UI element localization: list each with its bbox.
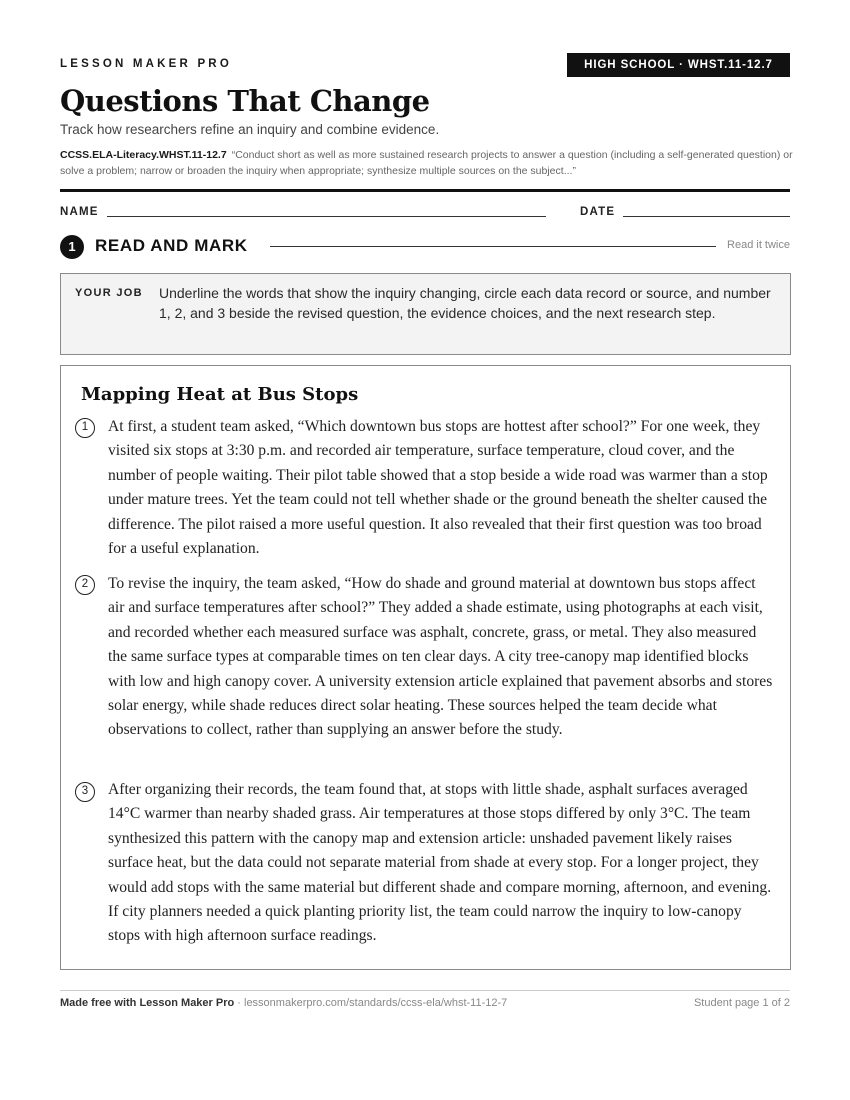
section-divider xyxy=(270,246,716,247)
paragraph-number: 2 xyxy=(75,575,95,595)
name-field[interactable] xyxy=(107,216,546,217)
paragraph: After organizing their records, the team found that, at stops with little shade, asphalt surfaces averaged 14°C warmer than nearby shaded grass. Air temperatures at those stops differed by only 3°C. The team synthesized this pattern with the canopy map and extension article: unshaded pavement likely raises surface heat, but the data could not separate material from shade at every stop. For a longer project, they would add stops with the same material but different shade and compare morning, afternoon, and evening. If city planners needed a quick planting priority list, the team could narrow the inquiry to low-canopy stops with high afternoon surface readings. xyxy=(108,781,772,945)
name-label: NAME xyxy=(60,206,99,218)
section-number-badge: 1 xyxy=(60,235,84,259)
job-text: Underline the words that show the inquiry changing, circle each data record or source, and number 1, 2, and 3 beside the revised question, the evidence choices, and the next research step. xyxy=(159,285,771,321)
job-instructions-box xyxy=(60,273,791,355)
date-field[interactable] xyxy=(623,216,790,217)
reading-passage xyxy=(60,365,791,970)
footer-url[interactable]: · lessonmakerpro.com/standards/ccss-ela/whst-11-12-7 xyxy=(234,997,508,1009)
page-subtitle: Track how researchers refine an inquiry and combine evidence. xyxy=(60,122,440,137)
footer-divider xyxy=(60,990,790,991)
standard-text: “Conduct short as well as more sustained research projects to answer a question (including a self-generated question) or solve a problem; narrow or broaden the inquiry when appropriate; synthesize multiple sources on the subject...” xyxy=(60,149,793,177)
reading-title: Mapping Heat at Bus Stops xyxy=(81,384,359,405)
header-divider xyxy=(60,189,790,192)
footer-made-with: Made free with Lesson Maker Pro xyxy=(60,997,235,1009)
footer-page-number: Student page 1 of 2 xyxy=(693,997,790,1009)
brand-name: LESSON MAKER PRO xyxy=(60,58,232,70)
section-title: READ AND MARK xyxy=(95,236,248,255)
paragraph: To revise the inquiry, the team asked, “How do shade and ground material at downtown bus stops affect air and surface temperatures after school?” They added a shade estimate, using photographs at each visit, and recorded whether each measured surface was asphalt, concrete, grass, or metal. They also measured the same surface types at comparable times on ten clear days. A city tree-canopy map identified blocks with low and high canopy cover. A university extension article explained that pavement absorbs and stores solar energy, while shade reduces direct solar heating. These sources helped the team decide what observations to collect, rather than supplying an answer before the study. xyxy=(108,575,773,739)
standard-description xyxy=(60,147,795,179)
paragraph: At first, a student team asked, “Which downtown bus stops are hottest after school?” For one week, they visited six stops at 3:30 p.m. and recorded air temperature, surface temperature, cloud cover, and the number of people waiting. Their pilot table showed that a stop beside a wide road was warmer than a stop under mature trees. Yet the team could not tell whether shade or the ground beneath the shelter caused the difference. The pilot raised a more useful question. It also revealed that their first question was too broad for a useful explanation. xyxy=(108,418,768,558)
page-title: Questions That Change xyxy=(60,84,430,118)
section-note: Read it twice xyxy=(727,239,790,251)
standard-code: CCSS.ELA-Literacy.WHST.11-12.7 xyxy=(60,149,227,161)
paragraph-number: 3 xyxy=(75,782,95,802)
footer-credit xyxy=(60,997,507,1009)
date-label: DATE xyxy=(580,206,616,218)
grade-standard-badge: HIGH SCHOOL · WHST.11-12.7 xyxy=(567,53,790,77)
job-label: YOUR JOB xyxy=(75,287,143,299)
paragraph-number: 1 xyxy=(75,418,95,438)
